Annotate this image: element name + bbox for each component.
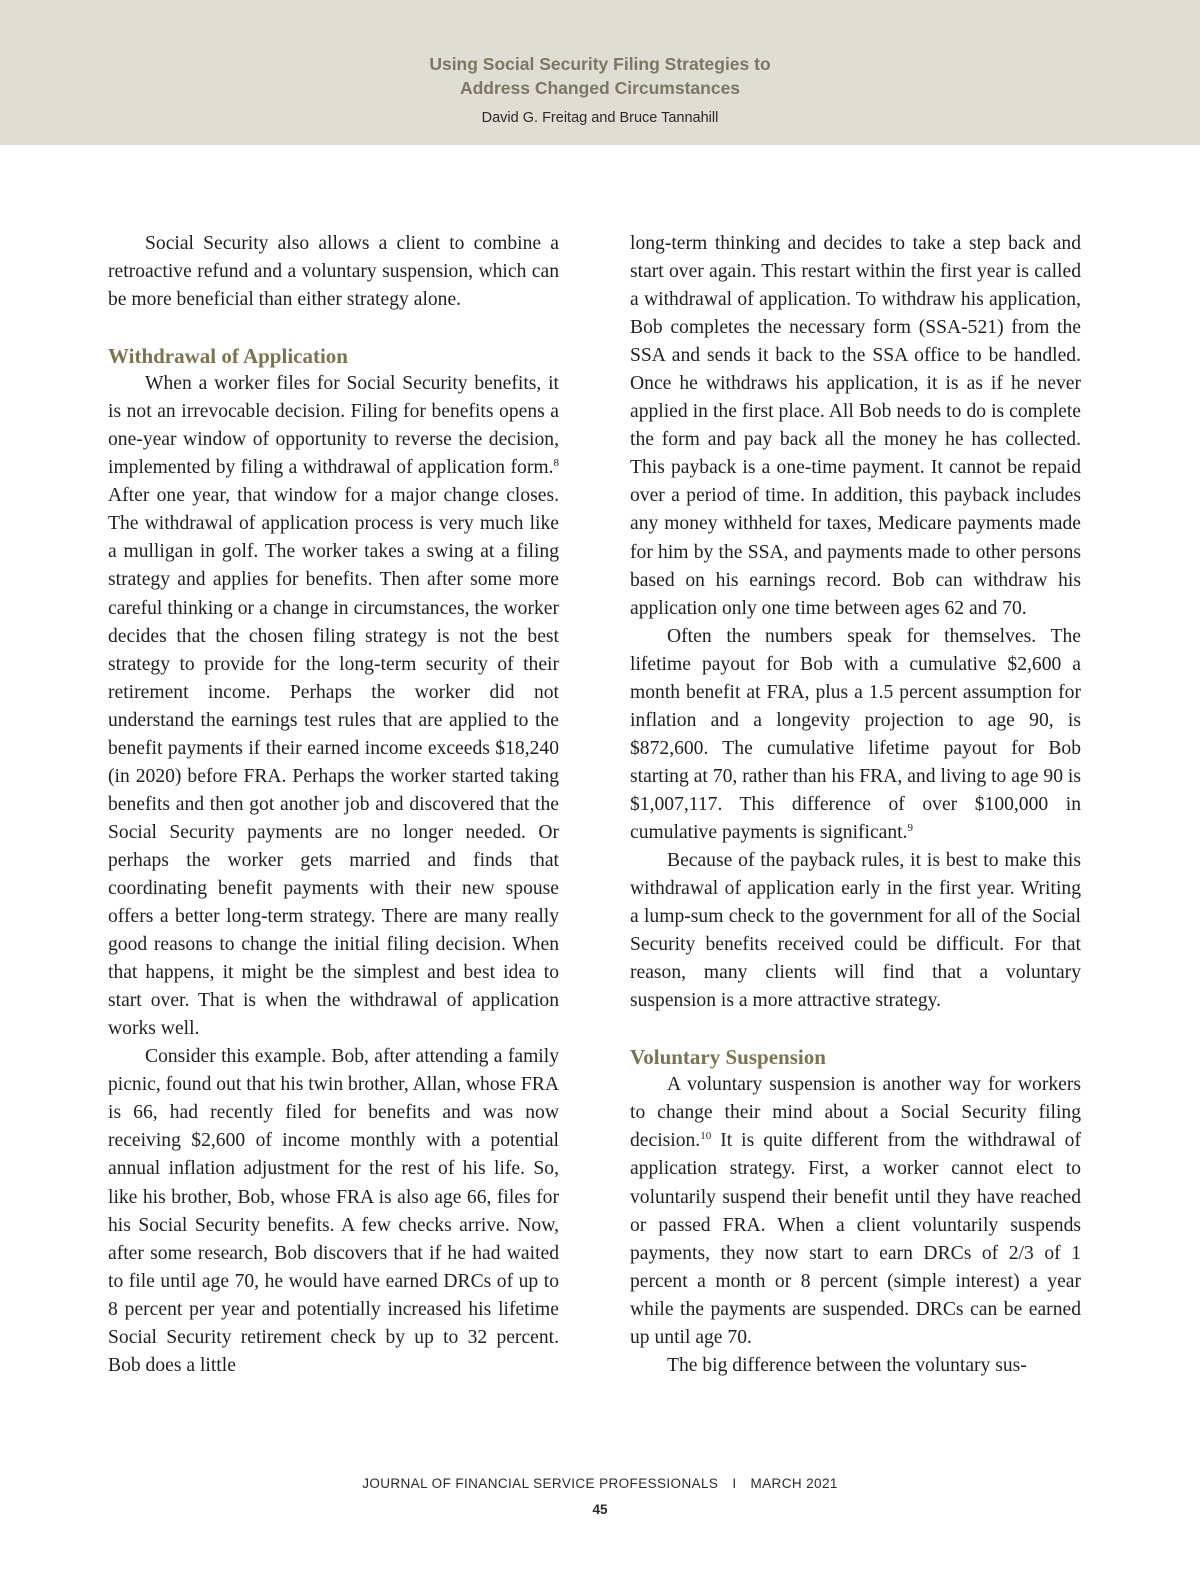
paragraph: Because of the payback rules, it is best to make this withdrawal of application early in the first year. Writing a lump-sum check to the government for all of the Social Security benefits received could be difficult. For that reason, many clients will find that a voluntary suspension is a more attractive strategy. — [630, 850, 1081, 1012]
paragraph: long-term thinking and decides to take a step back and start over again. This restart within the first year is called a withdrawal of application. To withdraw his application, Bob completes the necessary form (SSA-521) from the SSA and sends it back to the SSA office to be handled. Once he withdraws his application, it is as if he never applied in the first place. All Bob needs to do is complete the form and pay back all the money he has collected. This payback is a one-time payment. It cannot be repaid over a period of time. In addition, this payback includes any money withheld for taxes, Medicare payments made for him by the SSA, and payments made to other persons based on his earnings record. Bob can withdraw his application only one time between ages 62 and 70. — [630, 233, 1081, 619]
paragraph: The big difference between the voluntary sus- — [667, 1354, 1027, 1376]
footnote-ref: 8 — [553, 457, 559, 470]
paragraph: Social Security also allows a client to combine a retroactive refund and a voluntary suspension, which can be more beneficial than either strategy alone. — [108, 233, 559, 311]
paragraph-text: When a worker files for Social Security benefits, it is not an irrevocable decision. Filing for benefits opens a one-year window of opportunity to reverse the decision, implemented by filing a withdrawal of application form. — [108, 373, 559, 479]
journal-name: JOURNAL OF FINANCIAL SERVICE PROFESSIONALS — [362, 1476, 719, 1491]
section-gap — [108, 314, 559, 342]
running-header — [0, 0, 1200, 145]
section-heading-voluntary: Voluntary Suspension — [630, 1045, 826, 1070]
paragraph-text: After one year, that window for a major change closes. The withdrawal of application process is very much like a mulligan in golf. The worker takes a swing at a filing strategy and applies for benefits. Then after some more careful thinking or a change in circumstances, the worker decides that the chosen filing strategy is not the best strategy to provide for the long-term security of their retirement income. Perhaps the worker did not understand the earnings test rules that are applied to the benefit payments if their earned income exceeds $18,240 (in 2020) before FRA. Perhaps the worker started taking benefits and then got another job and discovered that the Social Security payments are no longer needed. Or perhaps the worker gets married and finds that coordinating benefit payments with their new spouse offers a better long-term strategy. There are many really good reasons to change the initial filing decision. When that happens, it might be the simplest and best idea to start over. That is when the withdrawal of application works well. — [108, 485, 559, 1040]
paragraph-text: It is quite different from the withdrawal of application strategy. First, a worker cannot elect to voluntarily suspend their benefit until they have reached or passed FRA. When a client voluntarily suspends payments, they now start to earn DRCs of 2/3 of 1 percent a month or 8 percent (simple interest) a year while the payments are suspended. DRCs can be earned up until age 70. — [630, 1130, 1081, 1348]
section-heading-withdrawal: Withdrawal of Application — [108, 344, 348, 369]
section-gap — [630, 1015, 1081, 1043]
left-column — [108, 230, 559, 1380]
paragraph: Consider this example. Bob, after attending a family picnic, found out that his twin brother, Allan, whose FRA is 66, had recently filed for benefits and was now receiving $2,600 of income monthly with a potential annual inflation adjustment for the rest of his life. So, like his brother, Bob, whose FRA is also age 66, files for his Social Security benefits. A few checks arrive. Now, after some research, Bob discovers that if he had waited to file until age 70, he would have earned DRCs of up to 8 percent per year and potentially increased his lifetime Social Security retirement check by up to 32 percent. Bob does a little — [108, 1046, 559, 1376]
footer-separator: I — [732, 1476, 737, 1491]
running-footer — [0, 1474, 1200, 1494]
page-number: 45 — [592, 1502, 608, 1517]
article-title-line-1: Using Social Security Filing Strategies to — [429, 54, 771, 74]
paragraph — [630, 623, 1081, 847]
footnote-ref: 9 — [907, 821, 914, 834]
right-column — [630, 230, 1081, 1380]
paragraph-text: A voluntary suspension is another way for workers to change their mind about a Social Security filing decision. — [630, 1074, 1081, 1152]
paragraph-text: Often the numbers speak for themselves. The lifetime payout for Bob with a cumulative $2,600 a month benefit at FRA, plus a 1.5 percent assumption for inflation and a longevity projection to age 90, is $872,600. The cumulative lifetime payout for Bob starting at 70, rather than his FRA, and living to age 90 is $1,007,117. This difference of over $100,000 in cumulative payments is significant. — [630, 625, 1081, 843]
article-title-line-2: Address Changed Circumstances — [459, 78, 741, 98]
issue-date: MARCH 2021 — [750, 1476, 838, 1491]
article-authors: David G. Freitag and Bruce Tannahill — [481, 110, 719, 126]
footnote-ref: 10 — [700, 1130, 712, 1143]
paragraph — [108, 370, 559, 1043]
paragraph — [630, 1071, 1081, 1351]
